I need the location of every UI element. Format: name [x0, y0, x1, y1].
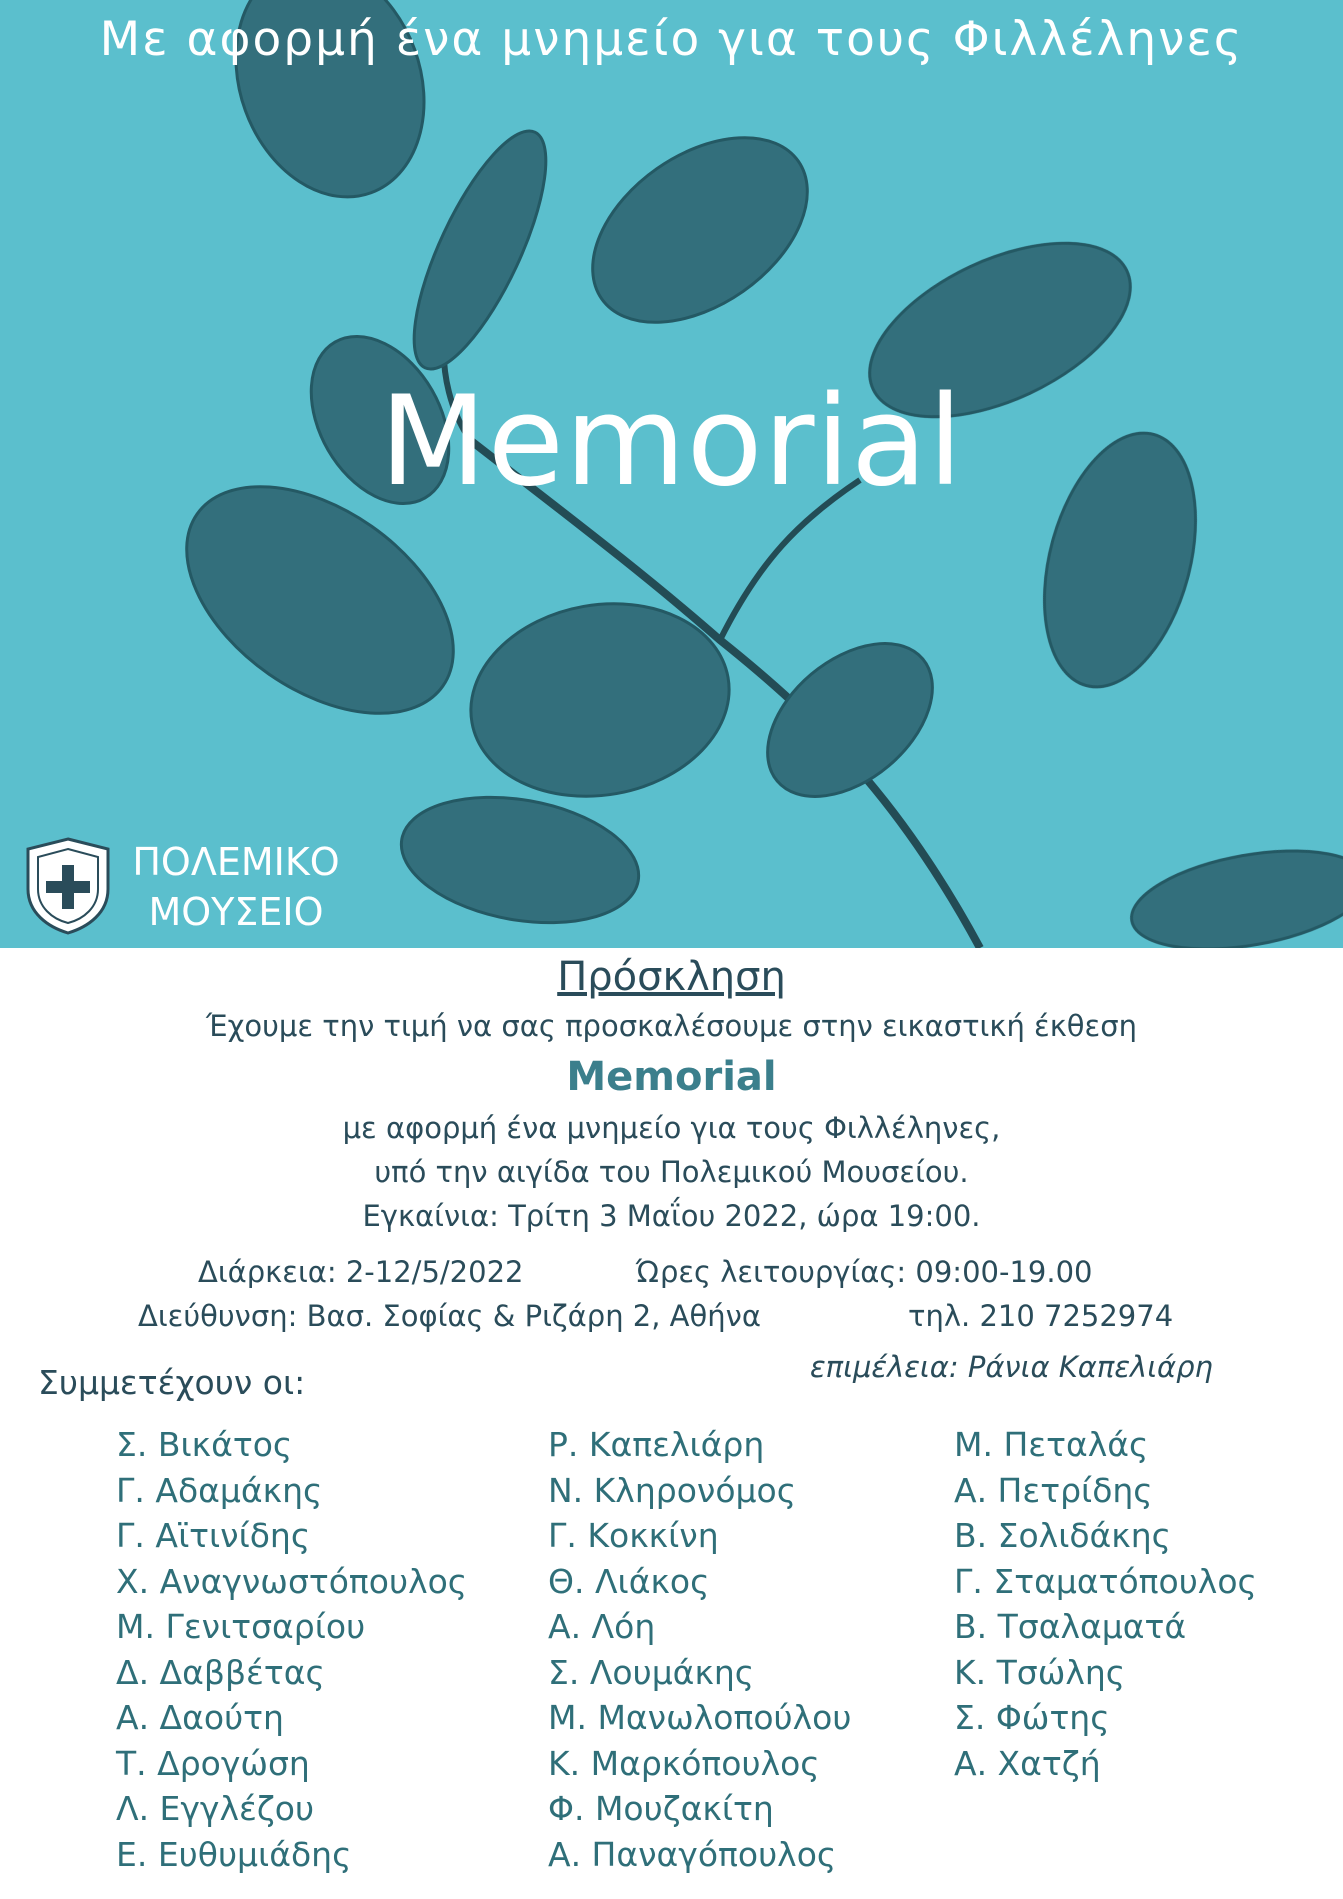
participant-name: Φ. Μουζακίτη [548, 1789, 774, 1828]
hero-subtitle: Με αφορμή ένα μνημείο για τους Φιλλέληνες [99, 12, 1244, 67]
exhibition-title: Memorial [566, 1054, 777, 1100]
war-museum-crest-icon [22, 835, 114, 935]
logo-line-2: ΜΟΥΣΕΙΟ [148, 890, 324, 934]
participant-name: Α. Πετρίδης [954, 1470, 1153, 1510]
duration-text: Διάρκεια: 2-12/5/2022 [198, 1255, 524, 1289]
participants-column-3 [954, 1422, 1257, 1786]
hero-title: Memorial [379, 370, 964, 514]
phone-text: τηλ. 210 7252974 [908, 1299, 1174, 1333]
participant-name: Κ. Μαρκόπουλος [548, 1743, 820, 1783]
participant-name: Θ. Λιάκος [548, 1561, 710, 1601]
participant-name: Γ. Αϊτινίδης [116, 1516, 311, 1555]
participant-name: Δ. Δαββέτας [116, 1652, 325, 1692]
museum-logo-text [126, 837, 346, 937]
invitation-block [0, 950, 1343, 1238]
participant-name: Γ. Σταματόπουλος [954, 1561, 1257, 1601]
curator-text: επιμέλεια: Ράνια Καπελιάρη [810, 1350, 1213, 1384]
participant-name: Β. Σολιδάκης [954, 1516, 1172, 1555]
invitation-auspices: υπό την αιγίδα του Πολεμικού Μουσείου. [374, 1155, 969, 1189]
participant-name: Λ. Εγγλέζου [116, 1789, 315, 1828]
participant-name: Μ. Γενιτσαρίου [116, 1607, 366, 1646]
participants-column-1 [116, 1422, 467, 1877]
participant-name: Μ. Μανωλοπούλου [548, 1698, 852, 1737]
participants-label: Συμμετέχουν οι: [38, 1363, 306, 1402]
participant-name: Κ. Τσώλης [954, 1652, 1126, 1692]
invitation-heading: Πρόσκληση [557, 954, 786, 1000]
participant-name: Α. Λόη [548, 1607, 656, 1646]
hours-text: Ώρες λειτουργίας: 09:00-19.00 [636, 1255, 1093, 1289]
logo-line-1: ΠΟΛΕΜΙΚΟ [132, 840, 340, 884]
participant-name: Ε. Ευθυμιάδης [116, 1834, 352, 1874]
participant-name: Α. Δαούτη [116, 1698, 284, 1737]
hero-banner [0, 0, 1343, 948]
participant-name: Μ. Πεταλάς [954, 1425, 1149, 1464]
participant-name: Α. Παναγόπουλος [548, 1834, 837, 1874]
invitation-intro: Έχουμε την τιμή να σας προσκαλέσουμε στην εικαστική έκθεση [205, 1009, 1137, 1043]
participant-name: Σ. Φώτης [954, 1698, 1110, 1737]
opening-date: Εγκαίνια: Τρίτη 3 Μαΐου 2022, ώρα 19:00. [362, 1199, 981, 1233]
participants-column-2 [548, 1422, 851, 1877]
participant-name: Γ. Κοκκίνη [548, 1516, 719, 1555]
participant-name: Σ. Λουμάκης [548, 1652, 755, 1692]
participant-name: Ν. Κληρονόμος [548, 1470, 797, 1510]
participant-name: Ρ. Καπελιάρη [548, 1425, 765, 1464]
participant-name: Γ. Αδαμάκης [116, 1470, 323, 1510]
participant-name: Β. Τσαλαματά [954, 1607, 1187, 1646]
participant-name: Χ. Αναγνωστόπουλος [116, 1561, 468, 1601]
participant-name: Τ. Δρογώση [116, 1743, 310, 1783]
address-text: Διεύθυνση: Βασ. Σοφίας & Ριζάρη 2, Αθήνα [138, 1299, 761, 1333]
participant-name: Σ. Βικάτος [116, 1425, 293, 1464]
invitation-occasion: με αφορμή ένα μνημείο για τους Φιλλέληνες, [342, 1111, 1001, 1145]
participant-name: Α. Χατζή [954, 1743, 1101, 1783]
